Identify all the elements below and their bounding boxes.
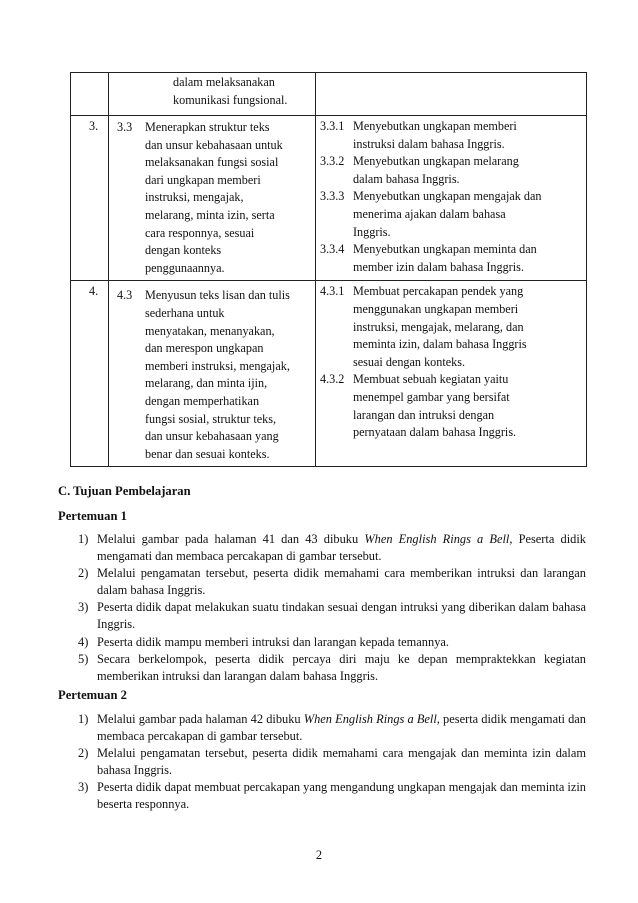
item-text: Peserta didik dapat membuat percakapan yang mengandung ungkapan mengajak dan meminta izin beserta responnya. bbox=[97, 780, 586, 811]
list-item bbox=[78, 651, 586, 684]
indicator-number: 3.3.1 bbox=[320, 119, 345, 133]
indicator-line: sesuai dengan konteks. bbox=[353, 354, 466, 369]
list-item bbox=[78, 531, 586, 564]
item-number: 3) bbox=[78, 780, 89, 795]
item-number: 1) bbox=[78, 532, 89, 546]
kd-line: benar dan sesuai konteks. bbox=[145, 446, 270, 461]
meeting-1-heading: Pertemuan 1 bbox=[58, 509, 127, 523]
indicator-number: 3.3.3 bbox=[320, 189, 345, 204]
item-number: 5) bbox=[78, 652, 89, 667]
cell-kd bbox=[109, 281, 316, 467]
item-text: Peserta didik mampu memberi intruksi dan larangan kepada temannya. bbox=[97, 634, 449, 649]
continuation-line: komunikasi fungsional. bbox=[173, 92, 288, 107]
item-number: 4) bbox=[78, 634, 89, 649]
item-text: Secara berkelompok, peserta didik percaya diri maju ke depan mempraktekkan kegiatan memberikan intruksi dan larangan dalam bahasa Inggris. bbox=[97, 652, 586, 683]
cell-indicators bbox=[316, 281, 587, 467]
list-item bbox=[78, 745, 586, 778]
item-text: Melalui gambar pada halaman 42 dibuku bbox=[97, 712, 304, 726]
row-number: 4. bbox=[89, 284, 99, 299]
item-number: 2) bbox=[78, 746, 89, 761]
kd-line: dengan memperhatikan bbox=[145, 393, 260, 408]
indicator-line: Menyebutkan ungkapan memberi bbox=[353, 119, 517, 133]
cell-kd-continuation bbox=[109, 73, 316, 116]
kd-line: penggunaannya. bbox=[145, 260, 225, 275]
kd-line: fungsi sosial, struktur teks, bbox=[145, 411, 277, 426]
indicator-line: Membuat percakapan pendek yang bbox=[353, 284, 524, 299]
kd-number: 4.3 bbox=[117, 288, 133, 303]
indicator-line: dalam bahasa Inggris. bbox=[353, 171, 460, 186]
kd-line: Menerapkan struktur teks bbox=[145, 120, 270, 134]
cell-indicator-empty bbox=[316, 73, 587, 116]
meeting-1-list bbox=[78, 531, 586, 685]
item-text: Melalui pengamatan tersebut, peserta didik memahami cara memberikan intruksi dan larangan dalam bahasa Inggris. bbox=[97, 566, 586, 597]
kd-line: dengan konteks bbox=[145, 243, 222, 258]
list-item bbox=[78, 565, 586, 598]
item-text: Peserta didik dapat melakukan suatu tindakan sesuai dengan intruksi yang diberikan dalam bahasa Inggris. bbox=[97, 600, 586, 631]
book-title: When English Rings a Bell, bbox=[364, 532, 513, 546]
item-text: Melalui pengamatan tersebut, peserta didik memahami cara mengajak dan meminta izin dalam bahasa Inggris. bbox=[97, 746, 586, 777]
cell-kd bbox=[109, 116, 316, 281]
indicator-line: Menyebutkan ungkapan mengajak dan bbox=[353, 189, 542, 204]
indicator-line: menempel gambar yang bersifat bbox=[353, 389, 510, 404]
indicator-line: pernyataan dalam bahasa Inggris. bbox=[353, 425, 517, 440]
kd-line: melarang, minta izin, serta bbox=[145, 207, 275, 222]
continuation-line: dalam melaksanakan bbox=[173, 75, 275, 89]
section-heading: C. Tujuan Pembelajaran bbox=[58, 484, 191, 498]
indicator-line: menerima ajakan dalam bahasa bbox=[353, 206, 506, 221]
kd-line: dan merespon ungkapan bbox=[145, 341, 264, 356]
indicator-line: meminta izin, dalam bahasa Inggris bbox=[353, 337, 527, 352]
kd-line: cara responnya, sesuai bbox=[145, 225, 255, 240]
indicator-line: Menyebutkan ungkapan melarang bbox=[353, 154, 519, 169]
book-title: When English Rings a Bell, bbox=[303, 712, 440, 726]
kd-line: menyatakan, menanyakan, bbox=[145, 323, 275, 338]
item-text: Peserta didik mengamati dan membaca percakapan di gambar tersebut. bbox=[97, 532, 586, 563]
meeting-2-list bbox=[78, 711, 586, 814]
table-row bbox=[71, 281, 587, 467]
page-number: 2 bbox=[315, 848, 323, 862]
indicator-line: instruksi dalam bahasa Inggris. bbox=[353, 136, 505, 151]
kd-line: dan unsur kebahasaan yang bbox=[145, 429, 279, 444]
indicator-number: 4.3.1 bbox=[320, 284, 345, 299]
list-item bbox=[78, 779, 586, 812]
item-number: 2) bbox=[78, 566, 89, 581]
item-text: peserta didik mengamati dan membaca percakapan di gambar tersebut. bbox=[97, 712, 586, 743]
cell-no bbox=[71, 116, 109, 281]
indicator-line: Inggris. bbox=[353, 224, 391, 239]
kd-line: dari ungkapan memberi bbox=[145, 172, 261, 187]
cell-no-empty bbox=[71, 73, 109, 116]
row-number: 3. bbox=[89, 119, 99, 133]
indicator-number: 3.3.2 bbox=[320, 154, 345, 169]
list-item bbox=[78, 599, 586, 632]
item-number: 1) bbox=[78, 712, 89, 726]
meeting-2-heading: Pertemuan 2 bbox=[58, 688, 127, 702]
indicator-line: member izin dalam bahasa Inggris. bbox=[353, 259, 524, 274]
indicator-number: 3.3.4 bbox=[320, 242, 345, 257]
table-row bbox=[71, 116, 587, 281]
cell-no bbox=[71, 281, 109, 467]
list-item bbox=[78, 634, 586, 651]
kd-line: dan unsur kebahasaan untuk bbox=[145, 137, 283, 152]
indicator-line: larangan dan intruksi dengan bbox=[353, 407, 495, 422]
indicator-line: Menyebutkan ungkapan meminta dan bbox=[353, 242, 537, 257]
indicator-line: menggunakan ungkapan memberi bbox=[353, 301, 519, 316]
competency-table bbox=[70, 72, 587, 467]
kd-line: melarang, dan minta ijin, bbox=[145, 376, 268, 391]
kd-line: sederhana untuk bbox=[145, 305, 225, 320]
table-row-continuation bbox=[71, 73, 587, 116]
kd-number: 3.3 bbox=[117, 120, 133, 134]
kd-line: melaksanakan fungsi sosial bbox=[145, 155, 279, 170]
list-item bbox=[78, 711, 586, 744]
kd-line: memberi instruksi, mengajak, bbox=[145, 358, 290, 373]
indicator-line: instruksi, mengajak, melarang, dan bbox=[353, 319, 524, 334]
item-text: Melalui gambar pada halaman 41 dan 43 dibuku bbox=[97, 532, 365, 546]
cell-indicators bbox=[316, 116, 587, 281]
indicator-line: Membuat sebuah kegiatan yaitu bbox=[353, 372, 509, 387]
kd-line: instruksi, mengajak, bbox=[145, 190, 244, 205]
indicator-number: 4.3.2 bbox=[320, 372, 345, 387]
item-number: 3) bbox=[78, 600, 89, 615]
kd-line: Menyusun teks lisan dan tulis bbox=[145, 288, 290, 303]
